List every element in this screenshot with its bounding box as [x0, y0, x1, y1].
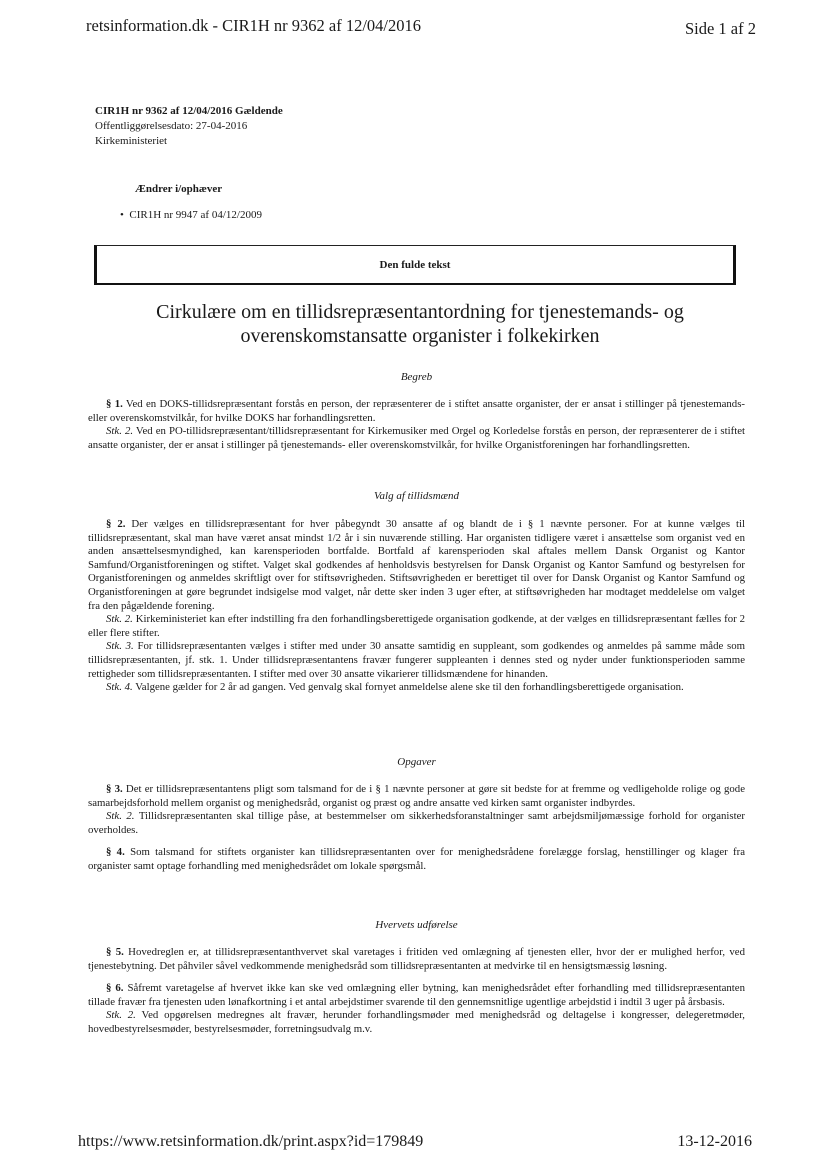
heading-hverv: Hvervets udførelse: [375, 919, 458, 931]
page-number: Side 1 af 2: [684, 19, 756, 38]
paragraph: § 5. Hovedreglen er, at tillidsrepræsentanthvervet skal varetages i fritiden ved omlægning af tjenesten eller, hvor der er mulighed herfor, ved tjenestebytning. Det påhviler såvel vedkommende menighedsråd som tillidsrepræsentanten at medvirke til en hensigtsmæssig løsning.: [88, 946, 745, 972]
paragraph: § 3. Det er tillidsrepræsentantens pligt som talsmand for de i § 1 nævnte personer at gøre sit bedste for at fremme og vedligeholde rolige og gode samarbejdsforhold mellem organist og menighedsråd, organist og præst og andre ansatte ved kirken samt organister indbyrdes.: [88, 783, 745, 809]
document-id: CIR1H nr 9362 af 12/04/2016 Gældende: [95, 105, 283, 117]
paragraph: Stk. 2. Tillidsrepræsentanten skal tillige påse, at bestemmelser om sikkerhedsforanstaltninger samt arbejdsmiljømæssige forhold for organister overholdes.: [88, 810, 745, 836]
section-valg: [88, 518, 745, 695]
paragraph: Stk. 2. Kirkeministeriet kan efter indstilling fra den forhandlingsberettigede organisation godkende, at der vælges en tillidsrepræsentant fælles for 2 eller flere stifter.: [88, 613, 745, 639]
full-text-box: [94, 245, 736, 285]
document-meta: [95, 104, 283, 149]
paragraph: § 4. Som talsmand for stiftets organister kan tillidsrepræsentanten over for menighedsrådene forelægge forslag, henstillinger og klager fra organister samt optage forhandling med menighedsrådet om lokale spørgsmål.: [88, 846, 745, 872]
section-hverv: [88, 946, 745, 1037]
footer-date: 13-12-2016: [677, 1133, 752, 1150]
paragraph: § 6. Såfremt varetagelse af hvervet ikke kan ske ved omlægning eller bytning, kan menighedsrådet efter forhandling med tillidsrepræsentanten tillade fravær fra tjenesten uden lønafkortning i et antal arbejdstimer svarende til den gennemsnitlige ugentlige arbejdstid i indtil 3 uger på årsbasis.: [88, 982, 745, 1008]
amendments-title: Ændrer i/ophæver: [134, 183, 223, 195]
paragraph: § 1. Ved en DOKS-tillidsrepræsentant forstås en person, der repræsenterer de i stiftet ansatte organister, der er ansat i stillinger på tjenestemands- eller overenskomstvilkår, for hvilke DOKS har forhandlingsretten.: [88, 398, 745, 424]
document-title: [120, 300, 720, 348]
publication-date: Offentliggørelsesdato: 27-04-2016: [95, 120, 248, 132]
paragraph: Stk. 2. Ved en PO-tillidsrepræsentant/tillidsrepræsentant for Kirkemusiker med Orgel og Korledelse forstås en person, der repræsenterer de i stiftet ansatte organister, der er ansat i stillinger på tjenestemands- eller overenskomstvilkår, for hvilke Organistforeningen har forhandlingsretten.: [88, 425, 745, 451]
header-title: retsinformation.dk - CIR1H nr 9362 af 12/04/2016: [86, 16, 421, 35]
heading-opgaver: Opgaver: [397, 756, 436, 768]
heading-valg: Valg af tillidsmænd: [374, 490, 459, 502]
paragraph: § 2. Der vælges en tillidsrepræsentant for hver påbegyndt 30 ansatte af og blandt de i § 1 nævnte personer. For at kunne vælges til tillidsrepræsentant, skal man have været ansat mindst 1/2 år i sin nuværende stilling. Har organisten tidligere været i ansættelse som organist ved en anden ansættelsesmyndighed, kan karensperioden bortfalde. Bortfald af karensperioden skal aftales mellem Dansk Organist og Kantor Samfund/Organistforeningen og stiftet. Valget skal godkendes af henholdsvis bestyrelsen for Dansk Organist og Kantor Samfund og bestyrelsen for Organistforeningen og anmeldes skriftligt over for stiftsøvrigheden. Stiftsøvrigheden er berettiget til over for Dansk Organist og Kantor Samfund og Organistforeningen at gøre begrundet indsigelse mod valget, når dette sker inden 3 uger efter, at stiftsøvrigheden har modtaget meddelelse om valget fra den pågældende forening.: [88, 518, 745, 612]
ministry: Kirkeministeriet: [95, 135, 168, 147]
section-opgaver: [88, 783, 745, 874]
amendment-link[interactable]: CIR1H nr 9947 af 04/12/2009: [129, 209, 262, 221]
amendments: [95, 183, 262, 221]
paragraph: Stk. 2. Ved opgørelsen medregnes alt fravær, herunder forhandlingsmøder med menighedsråd og deltagelse i kongresser, delegeretmøder, hovedbestyrelsesmøder, bestyrelsesmøder, forretningsudvalg m.v.: [88, 1009, 746, 1035]
amendment-item: • CIR1H nr 9947 af 04/12/2009: [120, 209, 262, 221]
paragraph: Stk. 3. For tillidsrepræsentanten vælges i stifter med under 30 ansatte samtidig en suppleant, som godkendes og anmeldes på samme måde som tillidsrepræsentanten, jf. stk. 1. Under tillidsrepræsentantens fravær fungerer suppleanten i dennes sted og nyder under funktionsperioden samme rettigheder som tillidsrepræsentanten. I stifter med over 30 ansatte vikarierer tillidsmændene for hinanden.: [88, 640, 745, 680]
full-text-label: Den fulde tekst: [379, 259, 451, 271]
paragraph: Stk. 4. Valgene gælder for 2 år ad gangen. Ved genvalg skal fornyet anmeldelse alene ske til den forhandlingsberettigede organisation.: [106, 681, 684, 694]
heading-begreb: Begreb: [400, 371, 433, 383]
title-line-2: overenskomstansatte organister i folkekirken: [240, 325, 600, 347]
footer-url[interactable]: https://www.retsinformation.dk/print.aspx?id=179849: [78, 1133, 424, 1150]
section-begreb: [88, 398, 745, 452]
title-line-1: Cirkulære om en tillidsrepræsentantordning for tjenestemands- og: [156, 301, 684, 323]
